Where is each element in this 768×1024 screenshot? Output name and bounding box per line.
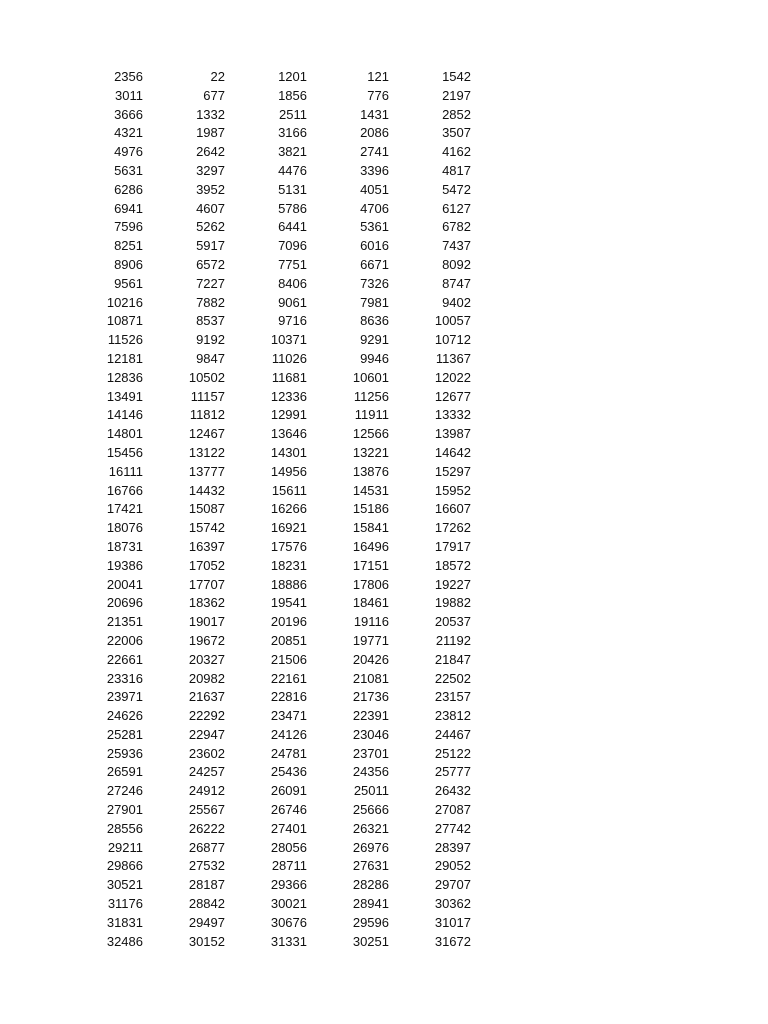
table-cell: 9561 xyxy=(114,275,143,291)
table-cell: 5917 xyxy=(196,238,225,254)
table-cell: 4476 xyxy=(278,162,307,178)
table-cell: 17576 xyxy=(270,538,307,554)
table-cell: 28556 xyxy=(106,820,143,836)
table-cell: 7981 xyxy=(360,294,389,310)
table-cell: 776 xyxy=(367,87,389,103)
table-cell: 26591 xyxy=(106,764,143,780)
table-cell: 2356 xyxy=(114,69,143,84)
table-cell: 13876 xyxy=(352,463,389,479)
table-cell: 22502 xyxy=(434,670,471,686)
table-cell: 26432 xyxy=(434,783,471,799)
table-cell: 19672 xyxy=(188,632,225,648)
table-cell: 18461 xyxy=(352,595,389,611)
table-cell: 29497 xyxy=(188,914,225,930)
table-cell: 25666 xyxy=(352,802,389,818)
table-cell: 18362 xyxy=(188,595,225,611)
table-cell: 9291 xyxy=(360,332,389,348)
table-cell: 9716 xyxy=(278,313,307,329)
table-cell: 12991 xyxy=(270,407,307,423)
table-row xyxy=(0,519,768,538)
table-cell: 5262 xyxy=(196,219,225,235)
table-cell: 6941 xyxy=(114,200,143,216)
table-cell: 4607 xyxy=(196,200,225,216)
table-cell: 7227 xyxy=(196,275,225,291)
table-cell: 31176 xyxy=(107,896,143,912)
table-cell: 14956 xyxy=(270,463,307,479)
table-cell: 28286 xyxy=(352,877,389,893)
table-cell: 10601 xyxy=(352,369,389,385)
table-cell: 25011 xyxy=(353,783,389,799)
table-row xyxy=(0,500,768,519)
table-cell: 24126 xyxy=(270,726,307,742)
table-cell: 11911 xyxy=(354,407,389,423)
table-cell: 15186 xyxy=(352,501,389,517)
table-row xyxy=(0,312,768,331)
table-row xyxy=(0,707,768,726)
table-cell: 26091 xyxy=(270,783,307,799)
table-cell: 9061 xyxy=(278,294,307,310)
table-cell: 23471 xyxy=(270,708,307,724)
table-cell: 3396 xyxy=(360,162,389,178)
table-cell: 25777 xyxy=(434,764,471,780)
table-cell: 17421 xyxy=(106,501,143,517)
table-cell: 25281 xyxy=(106,726,143,742)
table-cell: 6572 xyxy=(196,256,225,272)
table-cell: 22947 xyxy=(188,726,225,742)
table-cell: 14146 xyxy=(106,407,143,423)
table-cell: 17052 xyxy=(188,557,225,573)
table-cell: 21637 xyxy=(188,689,225,705)
table-cell: 9192 xyxy=(196,332,225,348)
table-cell: 6286 xyxy=(114,181,143,197)
table-cell: 8092 xyxy=(442,256,471,272)
table-cell: 10371 xyxy=(270,332,307,348)
table-cell: 12467 xyxy=(188,426,225,442)
table-cell: 15841 xyxy=(352,520,389,536)
table-cell: 25567 xyxy=(188,802,225,818)
table-cell: 4051 xyxy=(360,181,389,197)
table-cell: 3666 xyxy=(114,106,143,122)
table-cell: 24626 xyxy=(106,708,143,724)
table-cell: 20327 xyxy=(188,651,225,667)
table-cell: 2086 xyxy=(360,125,389,141)
table-row xyxy=(0,538,768,557)
table-cell: 27631 xyxy=(352,858,389,874)
table-cell: 21847 xyxy=(434,651,471,667)
table-row xyxy=(0,124,768,143)
table-cell: 31831 xyxy=(106,914,143,930)
table-cell: 15952 xyxy=(434,482,471,498)
table-row xyxy=(0,914,768,933)
table-cell: 10712 xyxy=(434,332,471,348)
table-cell: 10502 xyxy=(188,369,225,385)
table-row xyxy=(0,763,768,782)
table-cell: 8906 xyxy=(114,256,143,272)
number-table xyxy=(0,68,768,951)
table-row xyxy=(0,68,768,87)
table-cell: 7326 xyxy=(360,275,389,291)
table-cell: 24356 xyxy=(352,764,389,780)
table-cell: 14301 xyxy=(270,444,307,460)
table-cell: 16496 xyxy=(352,538,389,554)
table-cell: 15297 xyxy=(434,463,471,479)
table-cell: 20041 xyxy=(106,576,143,592)
table-cell: 19227 xyxy=(434,576,471,592)
table-cell: 18886 xyxy=(270,576,307,592)
table-cell: 15611 xyxy=(271,482,307,498)
table-cell: 29707 xyxy=(434,877,471,893)
table-cell: 5131 xyxy=(278,181,307,197)
table-cell: 1201 xyxy=(278,69,307,84)
table-cell: 13221 xyxy=(352,444,389,460)
table-cell: 19017 xyxy=(188,614,225,630)
table-row xyxy=(0,331,768,350)
table-cell: 8747 xyxy=(442,275,471,291)
table-cell: 12022 xyxy=(434,369,471,385)
table-cell: 2852 xyxy=(442,106,471,122)
table-row xyxy=(0,482,768,501)
table-cell: 27901 xyxy=(106,802,143,818)
table-cell: 25122 xyxy=(434,745,471,761)
table-cell: 5361 xyxy=(360,219,389,235)
table-row xyxy=(0,632,768,651)
table-row xyxy=(0,613,768,632)
table-row xyxy=(0,200,768,219)
table-cell: 22391 xyxy=(352,708,389,724)
table-cell: 5631 xyxy=(114,162,143,178)
table-row xyxy=(0,557,768,576)
table-cell: 6441 xyxy=(278,219,307,235)
table-cell: 12181 xyxy=(106,350,143,366)
table-row xyxy=(0,425,768,444)
table-cell: 29052 xyxy=(434,858,471,874)
table-cell: 21081 xyxy=(352,670,389,686)
table-cell: 14531 xyxy=(352,482,389,498)
table-cell: 29596 xyxy=(352,914,389,930)
table-cell: 23701 xyxy=(352,745,389,761)
table-cell: 13777 xyxy=(188,463,225,479)
table-cell: 4817 xyxy=(442,162,471,178)
table-row xyxy=(0,839,768,858)
table-cell: 18572 xyxy=(434,557,471,573)
table-cell: 11157 xyxy=(190,388,225,404)
table-row xyxy=(0,143,768,162)
table-cell: 27401 xyxy=(270,820,307,836)
table-cell: 29366 xyxy=(270,877,307,893)
table-cell: 2741 xyxy=(360,144,389,160)
table-cell: 25936 xyxy=(106,745,143,761)
table-cell: 30251 xyxy=(352,933,389,949)
table-cell: 27532 xyxy=(188,858,225,874)
table-cell: 2197 xyxy=(442,87,471,103)
table-row xyxy=(0,576,768,595)
table-cell: 17262 xyxy=(434,520,471,536)
table-cell: 8537 xyxy=(196,313,225,329)
table-cell: 12336 xyxy=(270,388,307,404)
table-row xyxy=(0,406,768,425)
table-cell: 29211 xyxy=(107,839,143,855)
table-cell: 11526 xyxy=(107,332,143,348)
table-cell: 28941 xyxy=(352,896,389,912)
table-row xyxy=(0,444,768,463)
table-cell: 6782 xyxy=(442,219,471,235)
table-cell: 21351 xyxy=(106,614,143,630)
table-cell: 32486 xyxy=(106,933,143,949)
table-row xyxy=(0,594,768,613)
table-cell: 13987 xyxy=(434,426,471,442)
table-row xyxy=(0,782,768,801)
table-cell: 28056 xyxy=(270,839,307,855)
table-cell: 31017 xyxy=(434,914,471,930)
table-cell: 23812 xyxy=(434,708,471,724)
table-row xyxy=(0,820,768,839)
table-cell: 1431 xyxy=(360,106,389,122)
table-cell: 13332 xyxy=(434,407,471,423)
table-cell: 4976 xyxy=(114,144,143,160)
table-cell: 3166 xyxy=(278,125,307,141)
table-cell: 28711 xyxy=(271,858,307,874)
table-cell: 6016 xyxy=(360,238,389,254)
table-cell: 10057 xyxy=(434,313,471,329)
table-cell: 1987 xyxy=(196,125,225,141)
table-cell: 7096 xyxy=(278,238,307,254)
table-cell: 26976 xyxy=(352,839,389,855)
table-cell: 31672 xyxy=(434,933,471,949)
table-cell: 677 xyxy=(203,87,225,103)
table-cell: 4706 xyxy=(360,200,389,216)
table-cell: 17917 xyxy=(434,538,471,554)
table-cell: 26877 xyxy=(188,839,225,855)
table-cell: 22006 xyxy=(106,632,143,648)
table-cell: 19386 xyxy=(106,557,143,573)
table-cell: 26746 xyxy=(270,802,307,818)
table-cell: 3952 xyxy=(196,181,225,197)
table-cell: 1856 xyxy=(278,87,307,103)
table-cell: 14642 xyxy=(434,444,471,460)
table-cell: 7596 xyxy=(114,219,143,235)
table-cell: 22 xyxy=(210,69,225,84)
table-cell: 19882 xyxy=(434,595,471,611)
table-cell: 20537 xyxy=(434,614,471,630)
table-cell: 6671 xyxy=(360,256,389,272)
table-cell: 23046 xyxy=(352,726,389,742)
table-row xyxy=(0,162,768,181)
table-cell: 3297 xyxy=(196,162,225,178)
table-cell: 28842 xyxy=(188,896,225,912)
table-cell: 24467 xyxy=(434,726,471,742)
table-cell: 20196 xyxy=(270,614,307,630)
table-cell: 9402 xyxy=(442,294,471,310)
table-row xyxy=(0,876,768,895)
table-cell: 27742 xyxy=(434,820,471,836)
table-cell: 22661 xyxy=(106,651,143,667)
table-cell: 26222 xyxy=(188,820,225,836)
table-cell: 19541 xyxy=(270,595,307,611)
table-cell: 30676 xyxy=(270,914,307,930)
table-row xyxy=(0,857,768,876)
table-cell: 6127 xyxy=(442,200,471,216)
table-cell: 11256 xyxy=(353,388,389,404)
table-cell: 27246 xyxy=(106,783,143,799)
table-row xyxy=(0,933,768,952)
table-cell: 9847 xyxy=(196,350,225,366)
table-cell: 30152 xyxy=(188,933,225,949)
table-row xyxy=(0,726,768,745)
table-cell: 1542 xyxy=(442,69,471,84)
table-cell: 24257 xyxy=(188,764,225,780)
table-cell: 19771 xyxy=(352,632,389,648)
table-row xyxy=(0,87,768,106)
table-cell: 11812 xyxy=(189,407,225,423)
table-cell: 10216 xyxy=(106,294,143,310)
table-cell: 8636 xyxy=(360,313,389,329)
table-cell: 18731 xyxy=(106,538,143,554)
table-cell: 28397 xyxy=(434,839,471,855)
table-cell: 12836 xyxy=(106,369,143,385)
table-cell: 24912 xyxy=(188,783,225,799)
table-cell: 20696 xyxy=(106,595,143,611)
table-cell: 22161 xyxy=(270,670,307,686)
table-row xyxy=(0,688,768,707)
table-cell: 3011 xyxy=(115,87,143,103)
table-cell: 11026 xyxy=(271,350,307,366)
table-cell: 16607 xyxy=(434,501,471,517)
table-row xyxy=(0,275,768,294)
table-cell: 10871 xyxy=(106,313,143,329)
table-cell: 2511 xyxy=(279,106,307,122)
table-cell: 15456 xyxy=(106,444,143,460)
table-cell: 2642 xyxy=(196,144,225,160)
table-row xyxy=(0,237,768,256)
table-row xyxy=(0,895,768,914)
table-cell: 15742 xyxy=(188,520,225,536)
table-cell: 29866 xyxy=(106,858,143,874)
table-cell: 17806 xyxy=(352,576,389,592)
table-cell: 21736 xyxy=(352,689,389,705)
table-cell: 5472 xyxy=(442,181,471,197)
table-cell: 8251 xyxy=(114,238,143,254)
table-cell: 16397 xyxy=(188,538,225,554)
table-cell: 7751 xyxy=(278,256,307,272)
table-cell: 4162 xyxy=(442,144,471,160)
table-cell: 12566 xyxy=(352,426,389,442)
table-row xyxy=(0,670,768,689)
table-cell: 28187 xyxy=(188,877,225,893)
table-cell: 16266 xyxy=(270,501,307,517)
table-cell: 27087 xyxy=(434,802,471,818)
table-cell: 31331 xyxy=(270,933,307,949)
table-cell: 18076 xyxy=(106,520,143,536)
table-cell: 17707 xyxy=(188,576,225,592)
table-cell: 12677 xyxy=(434,388,471,404)
table-cell: 21506 xyxy=(270,651,307,667)
table-row xyxy=(0,106,768,125)
table-cell: 11367 xyxy=(435,350,471,366)
table-cell: 25436 xyxy=(270,764,307,780)
table-row xyxy=(0,294,768,313)
table-cell: 5786 xyxy=(278,200,307,216)
table-cell: 24781 xyxy=(270,745,307,761)
table-cell: 15087 xyxy=(188,501,225,517)
table-row xyxy=(0,256,768,275)
table-cell: 17151 xyxy=(352,557,389,573)
table-cell: 30021 xyxy=(270,896,307,912)
table-cell: 20426 xyxy=(352,651,389,667)
table-row xyxy=(0,218,768,237)
table-cell: 1332 xyxy=(196,106,225,122)
table-cell: 16111 xyxy=(108,463,143,479)
table-cell: 23971 xyxy=(106,689,143,705)
table-cell: 13491 xyxy=(106,388,143,404)
table-row xyxy=(0,745,768,764)
table-row xyxy=(0,801,768,820)
table-cell: 9946 xyxy=(360,350,389,366)
table-cell: 13122 xyxy=(188,444,225,460)
table-row xyxy=(0,651,768,670)
table-row xyxy=(0,181,768,200)
table-row xyxy=(0,350,768,369)
table-cell: 30521 xyxy=(106,877,143,893)
table-cell: 16766 xyxy=(106,482,143,498)
table-cell: 8406 xyxy=(278,275,307,291)
table-cell: 121 xyxy=(367,69,389,84)
table-cell: 20982 xyxy=(188,670,225,686)
table-row xyxy=(0,369,768,388)
table-cell: 18231 xyxy=(270,557,307,573)
table-cell: 3507 xyxy=(442,125,471,141)
table-cell: 20851 xyxy=(270,632,307,648)
table-cell: 3821 xyxy=(278,144,307,160)
table-cell: 11681 xyxy=(271,369,307,385)
table-cell: 22292 xyxy=(188,708,225,724)
table-cell: 30362 xyxy=(434,896,471,912)
table-cell: 14801 xyxy=(106,426,143,442)
table-cell: 26321 xyxy=(352,820,389,836)
table-cell: 19116 xyxy=(353,614,389,630)
table-cell: 4321 xyxy=(114,125,143,141)
table-cell: 7882 xyxy=(196,294,225,310)
table-cell: 23602 xyxy=(188,745,225,761)
table-cell: 7437 xyxy=(442,238,471,254)
table-row xyxy=(0,463,768,482)
table-cell: 13646 xyxy=(270,426,307,442)
table-cell: 23157 xyxy=(434,689,471,705)
table-cell: 14432 xyxy=(188,482,225,498)
table-cell: 23316 xyxy=(106,670,143,686)
table-cell: 22816 xyxy=(270,689,307,705)
table-cell: 16921 xyxy=(270,520,307,536)
table-row xyxy=(0,388,768,407)
table-cell: 21192 xyxy=(435,632,471,648)
